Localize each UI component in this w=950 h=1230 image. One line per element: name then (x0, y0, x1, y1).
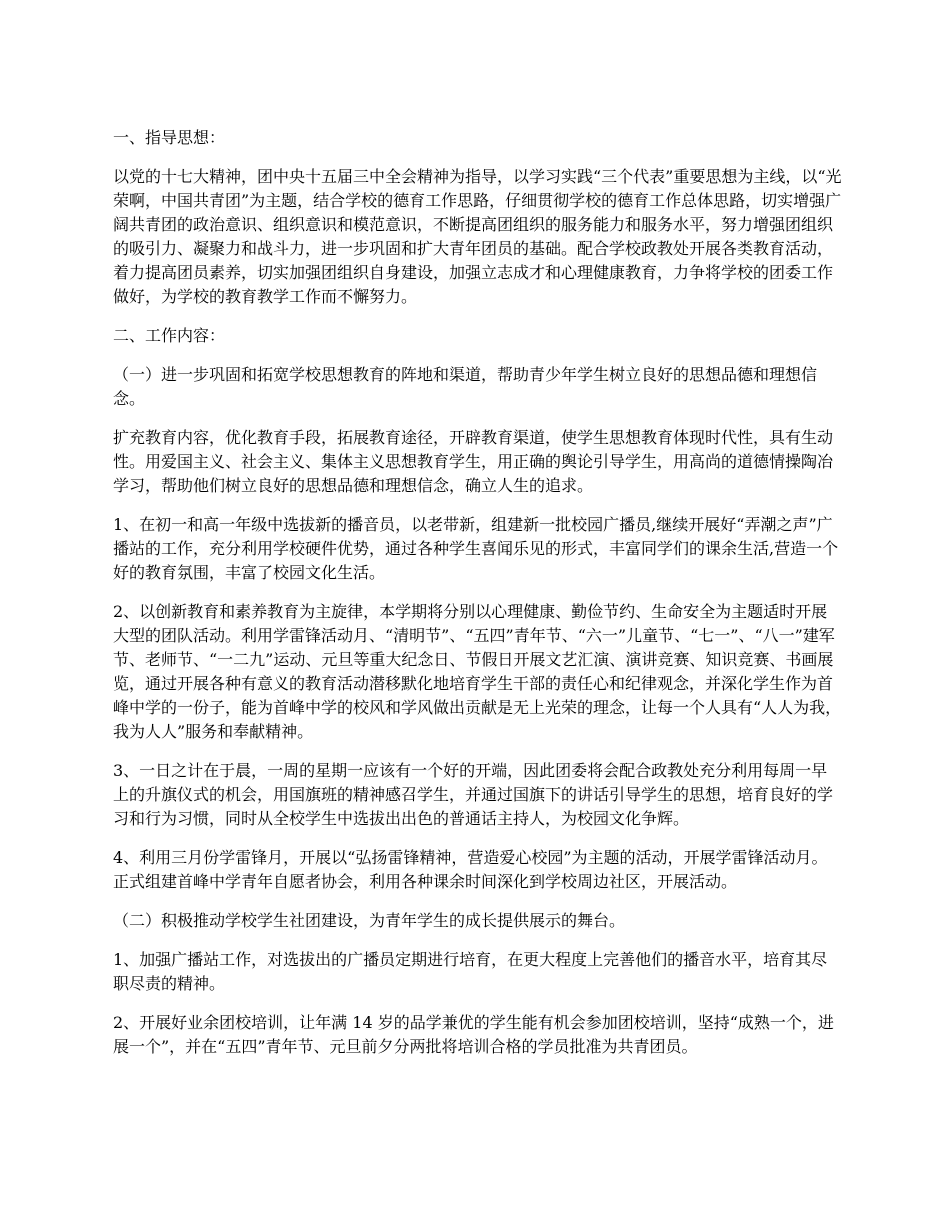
document-body (113, 126, 843, 1074)
list-item-4: 4、利用三月份学雷锋月，开展以“弘扬雷锋精神，营造爱心校园”为主题的活动，开展学雷锋活动月。正式组建首峰中学青年自愿者协会，利用各种课余时间深化到学校周边社区，开展活动。 (113, 848, 828, 891)
list-item-1: 1、在初一和高一年级中选拔新的播音员，以老带新，组建新一批校园广播员,继续开展好“弄潮之声”广播站的工作，充分利用学校硬件优势，通过各种学生喜闻乐见的形式，丰富同学们的课余生活,营造一个好的教育氛围，丰富了校园文化生活。 (113, 515, 839, 582)
list-item-6: 2、开展好业余团校培训，让年满 14 岁的品学兼优的学生能有机会参加团校培训，坚持“成熟一个，进展一个”，并在“五四”青年节、元旦前夕分两批将培训合格的学员批准为共青团员。 (113, 1013, 834, 1056)
section-heading-work-content: 二、工作内容： (113, 326, 226, 345)
paragraph-guiding-ideology: 以党的十七大精神，团中央十五届三中全会精神为指导，以学习实践“三个代表”重要思想为主线，以“光荣啊，中国共青团”为主题，结合学校的德育工作思路，仔细贯彻学校的德育工作总体思路，切实增强广阔共青团的政治意识、组织意识和模范意识，不断提高团组织的服务能力和服务水平，努力增强团组织的吸引力、凝聚力和战斗力，进一步巩固和扩大青年团员的基础。配合学校政教处开展各类教育活动，着力提高团员素养，切实加强团组织自身建设，加强立志成才和心理健康教育，力争将学校的团委工作做好，为学校的教育教学工作而不懈努力。 (113, 167, 842, 306)
list-item-5: 1、加强广播站工作，对选拔出的广播员定期进行培育，在更大程度上完善他们的播音水平，培育其尽职尽责的精神。 (113, 950, 828, 993)
paragraph-education-content: 扩充教育内容，优化教育手段，拓展教育途径，开辟教育渠道，使学生思想教育体现时代性，具有生动性。用爱国主义、社会主义、集体主义思想教育学生，用正确的舆论引导学生，用高尚的道德情操陶冶学习，帮助他们树立良好的思想品德和理想信念，确立人生的追求。 (113, 428, 834, 495)
list-item-3: 3、一日之计在于晨，一周的星期一应该有一个好的开端，因此团委将会配合政教处充分利用每周一早上的升旗仪式的机会，用国旗班的精神感召学生，并通过国旗下的讲话引导学生的思想，培育良好的学习和行为习惯，同时从全校学生中选拔出出色的普通话主持人，为校园文化争辉。 (113, 761, 834, 828)
subsection-heading-1: （一）进一步巩固和拓宽学校思想教育的阵地和渠道，帮助青少年学生树立良好的思想品德和理想信念。 (113, 365, 818, 408)
list-item-2: 2、以创新教育和素养教育为主旋律，本学期将分别以心理健康、勤俭节约、生命安全为主题适时开展大型的团队活动。利用学雷锋活动月、“清明节”、“五四”青年节、“六一”儿童节、“七一”、“八一”建军节、老师节、“一二九”运动、元旦等重大纪念日、节假日开展文艺汇演、演讲竞赛、知识竞赛、书画展览，通过开展各种有意义的教育活动潜移默化地培育学生干部的责任心和纪律观念，并深化学生作为首峰中学的一份子，能为首峰中学的校风和学风做出贡献是无上光荣的理念，让每一个人具有“人人为我，我为人人”服务和奉献精神。 (113, 602, 842, 741)
section-heading-guiding-ideology: 一、指导思想： (113, 128, 226, 147)
subsection-heading-2: （二）积极推动学校学生社团建设，为青年学生的成长提供展示的舞台。 (113, 911, 626, 930)
